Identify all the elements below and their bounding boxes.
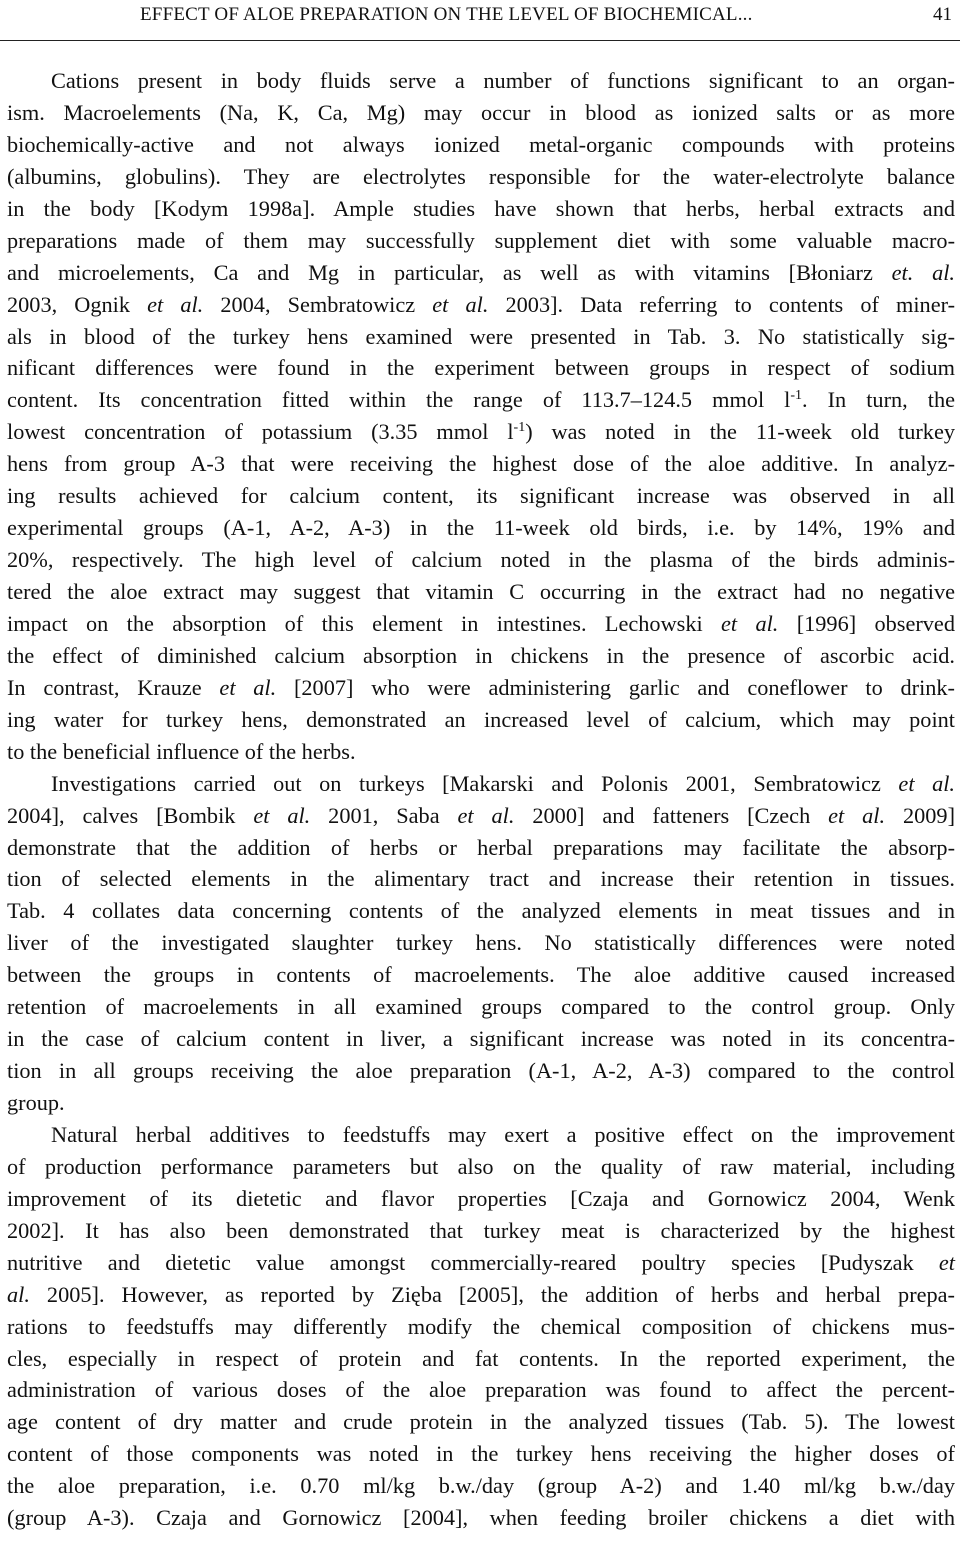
text-run: in the body [Kodym 1998a]. Ample studies have shown that herbs, herbal extracts and [7,195,955,221]
text-line [7,480,955,512]
text-line [7,1343,955,1375]
text-line [7,321,955,353]
text-line [7,1502,955,1534]
text-line [7,161,955,193]
text-run: demonstrate that the addition of herbs or herbal preparations may facilitate the absorp- [7,834,955,860]
superscript: -1 [790,388,803,404]
text-run: and microelements, Ca and Mg in particular, as well as with vitamins [Błoniarz [7,259,892,285]
text-run: the aloe preparation, i.e. 0.70 ml/kg b.w./day (group A-2) and 1.40 ml/kg b.w./day [7,1473,955,1499]
running-header [0,0,960,41]
text-line [7,257,955,289]
text-line [7,895,955,927]
text-run: 2005]. However, as reported by Zięba [2005], the addition of herbs and herbal prepa- [29,1281,955,1307]
text-run: content. Its concentration fitted within the range of 113.7–124.5 mmol l [7,387,791,413]
text-line [7,289,955,321]
text-run: 2003]. Data referring to contents of miner- [488,291,956,317]
text-run: impact on the absorption of this element in intestines. Lechowski [7,610,722,636]
text-run: to the beneficial influence of the herbs. [7,738,356,764]
text-run: between the groups in contents of macroelements. The aloe additive caused increased [7,962,955,988]
text-line [7,1055,955,1087]
text-line [7,672,955,704]
text-line [7,352,955,384]
paragraph [7,1119,955,1534]
text-line [7,1470,955,1502]
text-run: nutritive and dietetic value amongst commercially-reared poultry species [Pudyszak [7,1249,939,1275]
text-run: cles, especially in respect of protein and fat contents. In the reported experiment, the [7,1345,955,1371]
text-line [7,544,955,576]
text-line [7,416,955,448]
text-line [7,768,955,800]
text-line [7,800,955,832]
text-line [7,832,955,864]
text-line [7,1087,955,1119]
italic-text: et al. [147,291,204,317]
text-run: (group A-3). Czaja and Gornowicz [2004], when feeding broiler chickens a diet with [7,1505,955,1531]
text-line [7,1119,955,1151]
text-run: In contrast, Krauze [7,674,220,700]
text-run: lowest concentration of potassium (3.35 mmol l [7,419,514,445]
text-run: ing results achieved for calcium content, its significant increase was observed in all [7,483,955,509]
text-line [7,576,955,608]
text-line [7,1023,955,1055]
paragraph [7,768,955,1119]
text-run: 2000] and fatteners [Czech [514,802,829,828]
text-run: Investigations carried out on turkeys [Makarski and Polonis 2001, Sembratowicz [51,770,899,796]
text-run: preparations made of them may successfully supplement diet with some valuable macro- [7,227,955,253]
text-run: age content of dry matter and crude protein in the analyzed tissues (Tab. 5). The lowest [7,1409,955,1435]
text-line [7,65,955,97]
text-run: Tab. 4 collates data concerning contents of the analyzed elements in meat tissues and in [7,898,955,924]
page-number: 41 [933,4,952,25]
text-run: rations to feedstuffs may differently modify the chemical composition of chickens mus- [7,1313,955,1339]
italic-text: et al. [219,674,277,700]
text-run: tion of selected elements in the alimentary tract and increase their retention in tissues. [7,866,955,892]
text-run: 2003, Ognik [7,291,148,317]
text-run: hens from group A-3 that were receiving the highest dose of the aloe additive. In analyz- [7,451,955,477]
text-run: improvement of its dietetic and flavor properties [Czaja and Gornowicz 2004, Wenk [7,1185,955,1211]
text-run: [1996] observed [778,610,955,636]
text-run: als in blood of the turkey hens examined were presented in Tab. 3. No statistically sig- [7,323,955,349]
paragraph [7,65,955,768]
italic-text: et [938,1249,955,1275]
text-line [7,736,955,768]
italic-text: al. [7,1281,30,1307]
text-run: [2007] who were administering garlic and coneflower to drink- [276,674,955,700]
italic-text: et al. [721,610,779,636]
text-run: Cations present in body fluids serve a number of functions significant to an organ- [51,68,955,93]
text-run: nificant differences were found in the experiment between groups in respect of sodium [7,355,955,381]
text-run: the effect of diminished calcium absorption in chickens in the presence of ascorbic acid. [7,642,955,668]
italic-text: et al. [898,770,955,796]
text-run: Natural herbal additives to feedstuffs may exert a positive effect on the improvement [51,1121,955,1147]
text-line [7,704,955,736]
text-run: retention of macroelements in all examined groups compared to the control group. Only [7,994,955,1020]
text-line [7,959,955,991]
text-line [7,927,955,959]
text-run: of production performance parameters but also on the quality of raw material, including [7,1153,955,1179]
text-run: administration of various doses of the aloe preparation was found to affect the percent- [7,1377,955,1403]
text-line [7,129,955,161]
italic-text: et. al. [891,259,955,285]
text-line [7,1151,955,1183]
text-line [7,1311,955,1343]
text-run: 2004], calves [Bombik [7,802,254,828]
text-line [7,97,955,129]
text-run: group. [7,1090,65,1115]
text-line [7,640,955,672]
text-line [7,863,955,895]
text-run: 2009] [885,802,956,828]
text-line [7,1279,955,1311]
text-run: ism. Macroelements (Na, K, Ca, Mg) may occur in blood as ionized salts or as more [7,99,955,125]
text-run: biochemically-active and not always ionized metal-organic compounds with proteins [7,131,955,157]
text-line [7,193,955,225]
text-line [7,991,955,1023]
text-run: liver of the investigated slaughter turkey hens. No statistically differences were noted [7,930,955,956]
body-text [7,65,955,1534]
text-line [7,512,955,544]
text-run: (albumins, globulins). They are electrolytes responsible for the water-electrolyte balance [7,163,955,189]
text-line [7,1438,955,1470]
text-run: 2001, Saba [310,802,458,828]
text-run: ing water for turkey hens, demonstrated an increased level of calcium, which may point [7,706,955,732]
text-line [7,1374,955,1406]
text-run: content of those components was noted in the turkey hens receiving the higher doses of [7,1441,955,1467]
italic-text: et al. [828,802,886,828]
text-run: . In turn, the [802,387,955,413]
text-run: ) was noted in the 11-week old turkey [525,419,955,445]
text-run: tion in all groups receiving the aloe preparation (A-1, A-2, A-3) compared to the control [7,1058,955,1084]
superscript: -1 [513,420,526,436]
text-line [7,1406,955,1438]
text-run: tered the aloe extract may suggest that vitamin C occurring in the extract had no negative [7,579,955,604]
text-line [7,1247,955,1279]
text-line [7,608,955,640]
italic-text: et al. [253,802,311,828]
text-line [7,448,955,480]
text-run: experimental groups (A-1, A-2, A-3) in the 11-week old birds, i.e. by 14%, 19% and [7,515,955,541]
text-run: in the case of calcium content in liver, a significant increase was noted in its concentra- [7,1026,955,1052]
text-line [7,1215,955,1247]
text-run: 20%, respectively. The high level of calcium noted in the plasma of the birds adminis- [7,547,955,573]
italic-text: et al. [432,291,489,317]
running-title: EFFECT OF ALOE PREPARATION ON THE LEVEL OF BIOCHEMICAL... [140,4,753,25]
text-line [7,384,955,416]
text-line [7,1183,955,1215]
text-line [7,225,955,257]
text-run: 2002]. It has also been demonstrated that turkey meat is characterized by the highest [7,1217,955,1243]
italic-text: et al. [457,802,515,828]
text-run: 2004, Sembratowicz [203,291,433,317]
